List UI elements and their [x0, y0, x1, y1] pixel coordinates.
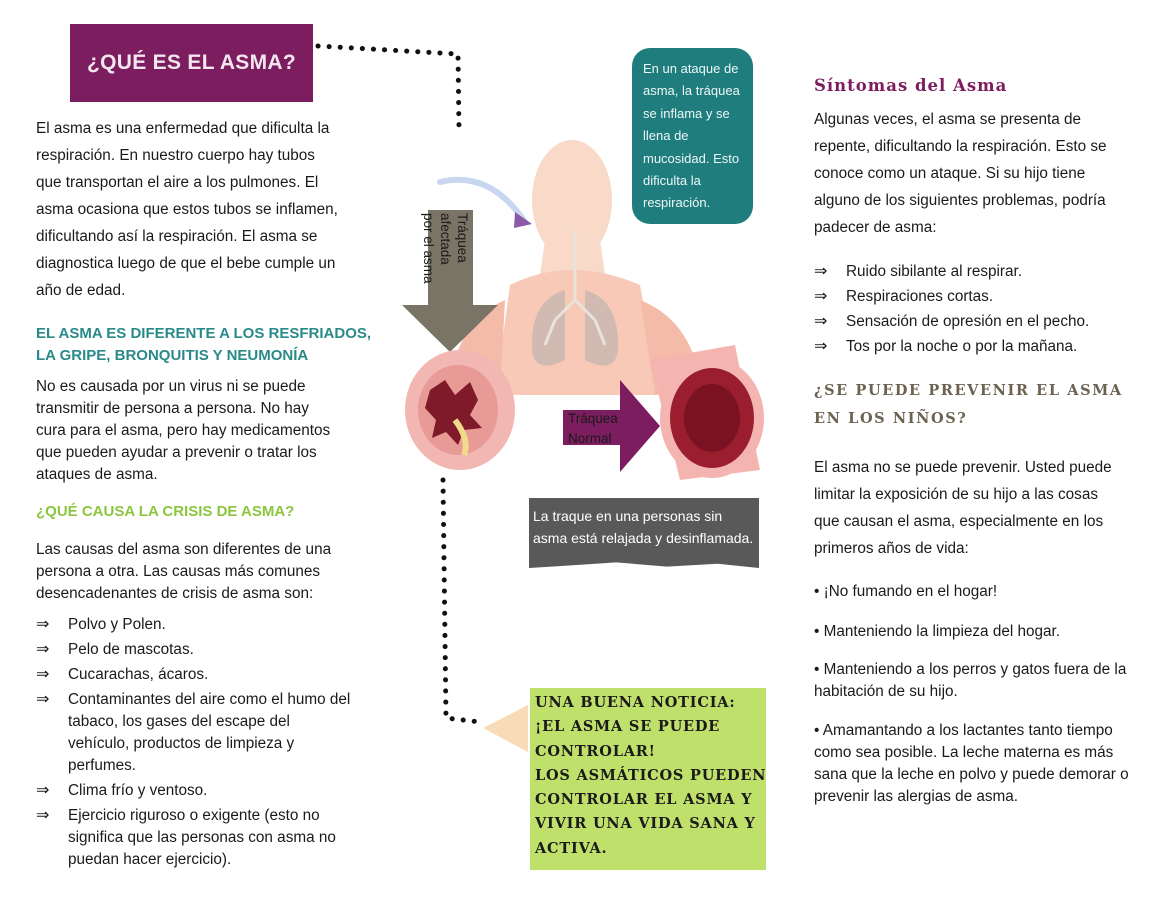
normal-label-line: Normal [568, 431, 612, 446]
inflamed-trachea-icon [405, 350, 515, 470]
prevent-heading-line: EN LOS NIÑOS? [814, 410, 968, 427]
affected-label-line: por el asma [421, 213, 436, 284]
symptoms-line: conoce como un ataque. Si su hijo tiene [814, 165, 1086, 182]
intro-line: año de edad. [36, 282, 126, 299]
arrow-icon: ⇒ [814, 313, 828, 330]
list-item [814, 334, 1134, 359]
different-line: cura para el asma, pero hay medicamentos [36, 422, 331, 439]
symptoms-line: Algunas veces, el asma se presenta de [814, 111, 1082, 128]
callout-line: dificulta la [643, 173, 701, 189]
causes-heading: ¿QUÉ CAUSA LA CRISIS DE ASMA? [36, 503, 295, 520]
attack-callout [632, 48, 753, 224]
normal-label [568, 409, 618, 449]
arrow-icon: ⇒ [36, 641, 50, 658]
different-line: transmitir de persona a persona. No hay [36, 400, 309, 417]
symptoms-heading: Síntomas del Asma [814, 76, 1008, 95]
different-heading-line: LA GRIPE, BRONQUITIS Y NEUMONÍA [36, 347, 309, 364]
callout-line: llena de [643, 128, 689, 144]
relaxed-trachea-note [533, 505, 761, 549]
causes-line: Las causas del asma son diferentes de una [36, 541, 332, 558]
list-item-text: Tos por la noche o por la mañana. [846, 338, 1078, 355]
prevent-line: que causan el asma, especialmente en los [814, 513, 1104, 530]
normal-label-line: Tráquea [568, 411, 618, 426]
list-item-text: Pelo de mascotas. [68, 641, 194, 658]
good-news-line: ACTIVA. [535, 839, 608, 857]
symptoms-list [814, 259, 1134, 359]
intro-line: diagnostica luego de que el bebe cumple un [36, 255, 336, 272]
list-item-text: Respiraciones cortas. [846, 288, 994, 305]
prevent-paragraph [814, 454, 1144, 562]
list-item-text: Cucarachas, ácaros. [68, 666, 209, 683]
list-item-text: Ejercicio riguroso o exigente (esto no significa que las personas con asma no puedan hacer ejercicio). [68, 807, 336, 868]
intro-line: que transportan el aire a los pulmones. El [36, 174, 319, 191]
dotted-connector-bottom [443, 480, 480, 722]
affected-label-line: Tráquea afectada [438, 213, 470, 265]
list-item [814, 259, 1134, 284]
prevent-heading-line: ¿SE PUEDE PREVENIR EL ASMA [814, 382, 1123, 399]
list-item-text: Clima frío y ventoso. [68, 782, 208, 799]
list-item-text: Contaminantes del aire como el humo del tabaco, los gases del escape del vehículo, productos de limpieza y perfumes. [68, 691, 351, 774]
arrow-icon: ⇒ [36, 666, 50, 683]
note-line: asma está relajada y desinflamada. [533, 530, 754, 546]
good-news-line: VIVIR UNA VIDA SANA Y [535, 815, 756, 833]
good-news-line: UNA BUENA NOTICIA: [535, 694, 736, 711]
dotted-connector-top [318, 46, 459, 130]
affected-label [421, 213, 471, 313]
list-item-text: Polvo y Polen. [68, 616, 166, 633]
list-item [814, 284, 1134, 309]
callout-line: mucosidad. Esto [643, 150, 740, 166]
intro-line: respiración. En nuestro cuerpo hay tubos [36, 147, 315, 164]
list-item-text: Ruido sibilante al respirar. [846, 263, 1023, 280]
causes-line: persona a otra. Las causas más comunes [36, 563, 320, 580]
connector-arrowhead [483, 705, 528, 752]
prevent-heading [814, 377, 1144, 433]
arrow-icon: ⇒ [814, 263, 828, 280]
callout-line: respiración. [643, 195, 711, 211]
list-item [814, 309, 1134, 334]
good-news-line: CONTROLAR EL ASMA Y [535, 791, 753, 809]
callout-line: se inflama y se [643, 105, 730, 121]
different-line: No es causada por un virus ni se puede [36, 378, 306, 395]
list-item-text: Sensación de opresión en el pecho. [846, 313, 1090, 330]
normal-trachea-icon [650, 345, 764, 480]
page-title: ¿QUÉ ES EL ASMA? [87, 51, 296, 74]
symptoms-paragraph [814, 106, 1144, 241]
symptoms-line: alguno de los siguientes problemas, podría [814, 192, 1106, 209]
good-news-line: ¡EL ASMA SE PUEDE [535, 718, 721, 736]
different-heading-line: EL ASMA ES DIFERENTE A LOS RESFRIADOS, [36, 325, 372, 342]
intro-line: asma ocasiona que estos tubos se inflamen, [36, 201, 338, 218]
symptoms-line: repente, dificultando la respiración. Esto se [814, 138, 1107, 155]
symptoms-line: padecer de asma: [814, 219, 937, 236]
prevent-item: • Amamantando a los lactantes tanto tiempo como sea posible. La leche materna es más sana que la leche en polvo y puede demorar o prevenir las alergias de asma. [814, 722, 1129, 805]
prevent-item: • Manteniendo la limpieza del hogar. [814, 623, 1061, 640]
callout-line: En un ataque de [643, 61, 739, 76]
good-news-line: LOS ASMÁTICOS PUEDEN [535, 766, 767, 784]
good-news-line: CONTROLAR! [535, 742, 656, 760]
arrow-icon: ⇒ [36, 782, 50, 799]
intro-line: El asma es una enfermedad que dificulta la [36, 120, 330, 137]
prevent-line: limitar la exposición de su hijo a las cosas [814, 486, 1098, 503]
arrow-icon: ⇒ [36, 691, 50, 708]
good-news-text [535, 691, 767, 861]
intro-line: dificultando así la respiración. El asma se [36, 228, 318, 245]
different-line: ataques de asma. [36, 466, 158, 483]
causes-line: desencadenantes de crisis de asma son: [36, 585, 314, 602]
callout-line: asma, la tráquea [643, 83, 740, 99]
arrow-icon: ⇒ [36, 616, 50, 633]
prevent-line: El asma no se puede prevenir. Usted puede [814, 459, 1112, 476]
prevent-item: • ¡No fumando en el hogar! [814, 583, 998, 600]
arrow-icon: ⇒ [814, 338, 828, 355]
note-line: La traque en una personas sin [533, 508, 723, 524]
prevent-item: • Manteniendo a los perros y gatos fuera de la habitación de su hijo. [814, 661, 1127, 700]
prevent-line: primeros años de vida: [814, 540, 969, 557]
arrow-icon: ⇒ [814, 288, 828, 305]
different-line: que pueden ayudar a prevenir o tratar los [36, 444, 317, 461]
arrow-icon: ⇒ [36, 807, 50, 824]
